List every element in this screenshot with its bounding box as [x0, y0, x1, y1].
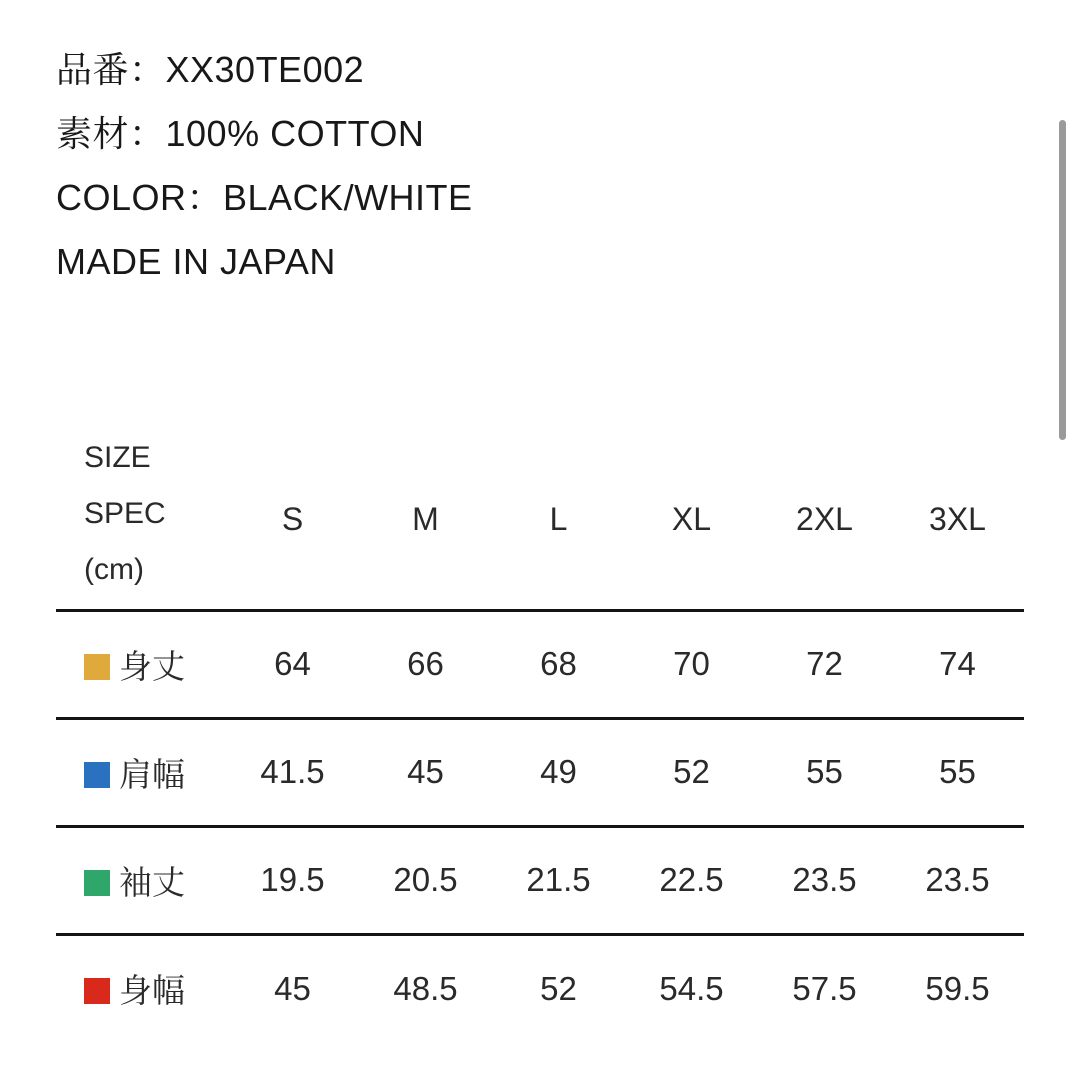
size-spec-header-label: [56, 430, 226, 610]
cell-body-length-m: 66: [407, 645, 444, 682]
cell-chest-width-2xl: 57.5: [792, 969, 857, 1007]
column-header-2xl: 2XL: [796, 500, 853, 537]
cell-chest-width-xl: 54.5: [659, 969, 724, 1007]
cell-shoulder-width-l: 49: [540, 753, 577, 790]
cell-sleeve-length-m: 20.5: [393, 861, 458, 898]
cell-shoulder-width-2xl: 55: [806, 753, 843, 790]
size-spec-header-line3: (cm): [84, 553, 144, 586]
column-header-3xl: 3XL: [929, 500, 986, 537]
cell-chest-width-3xl: 59.5: [925, 969, 990, 1007]
row-label-text: 身丈: [119, 647, 185, 685]
table-row: [56, 934, 1024, 1042]
size-spec-header-line1: SIZE: [84, 441, 151, 474]
cell-shoulder-width-m: 45: [407, 753, 444, 790]
cell-chest-width-m: 48.5: [393, 969, 458, 1007]
column-header-l: L: [549, 500, 568, 537]
product-material-line: 素材：100% COTTON: [56, 113, 425, 154]
color-swatch-icon: [84, 870, 110, 896]
row-label-shoulder-width: [56, 718, 226, 826]
cell-chest-width-s: 45: [274, 969, 311, 1007]
cell-sleeve-length-l: 21.5: [526, 861, 591, 898]
column-header-xl: XL: [671, 500, 712, 537]
cell-chest-width-l: 52: [540, 969, 577, 1007]
cell-body-length-2xl: 72: [806, 645, 843, 682]
cell-shoulder-width-xl: 52: [673, 753, 710, 790]
cell-body-length-xl: 70: [673, 645, 710, 682]
row-label-sleeve-length: [56, 826, 226, 934]
table-row: [56, 610, 1024, 718]
cell-shoulder-width-3xl: 55: [939, 753, 976, 790]
table-row: [56, 826, 1024, 934]
product-code-line: 品番：XX30TE002: [56, 49, 365, 90]
size-spec-table: [56, 430, 1024, 1042]
row-label-chest-width: [56, 934, 226, 1042]
cell-sleeve-length-2xl: 23.5: [792, 861, 857, 898]
table-header: [56, 430, 1024, 610]
column-header-s: S: [281, 500, 304, 537]
product-color-line: COLOR：BLACK/WHITE: [56, 177, 473, 218]
scrollbar[interactable]: [1062, 0, 1074, 1076]
row-label-text: 袖丈: [119, 863, 185, 901]
product-info-block: [56, 38, 956, 294]
cell-body-length-s: 64: [274, 645, 311, 682]
color-swatch-icon: [84, 762, 110, 788]
table-row: [56, 718, 1024, 826]
size-spec-header-line2: SPEC: [84, 497, 166, 530]
table-body: [56, 610, 1024, 1042]
cell-sleeve-length-3xl: 23.5: [925, 861, 990, 898]
row-label-body-length: [56, 610, 226, 718]
row-label-text: 身幅: [119, 972, 185, 1010]
cell-body-length-3xl: 74: [939, 645, 976, 682]
cell-body-length-l: 68: [540, 645, 577, 682]
product-origin-line: MADE IN JAPAN: [56, 241, 336, 282]
cell-shoulder-width-s: 41.5: [260, 753, 325, 790]
row-label-text: 肩幅: [119, 755, 185, 793]
cell-sleeve-length-xl: 22.5: [659, 861, 724, 898]
color-swatch-icon: [84, 978, 110, 1004]
column-header-m: M: [412, 500, 439, 537]
cell-sleeve-length-s: 19.5: [260, 861, 325, 898]
color-swatch-icon: [84, 654, 110, 680]
scrollbar-thumb[interactable]: [1059, 120, 1066, 440]
